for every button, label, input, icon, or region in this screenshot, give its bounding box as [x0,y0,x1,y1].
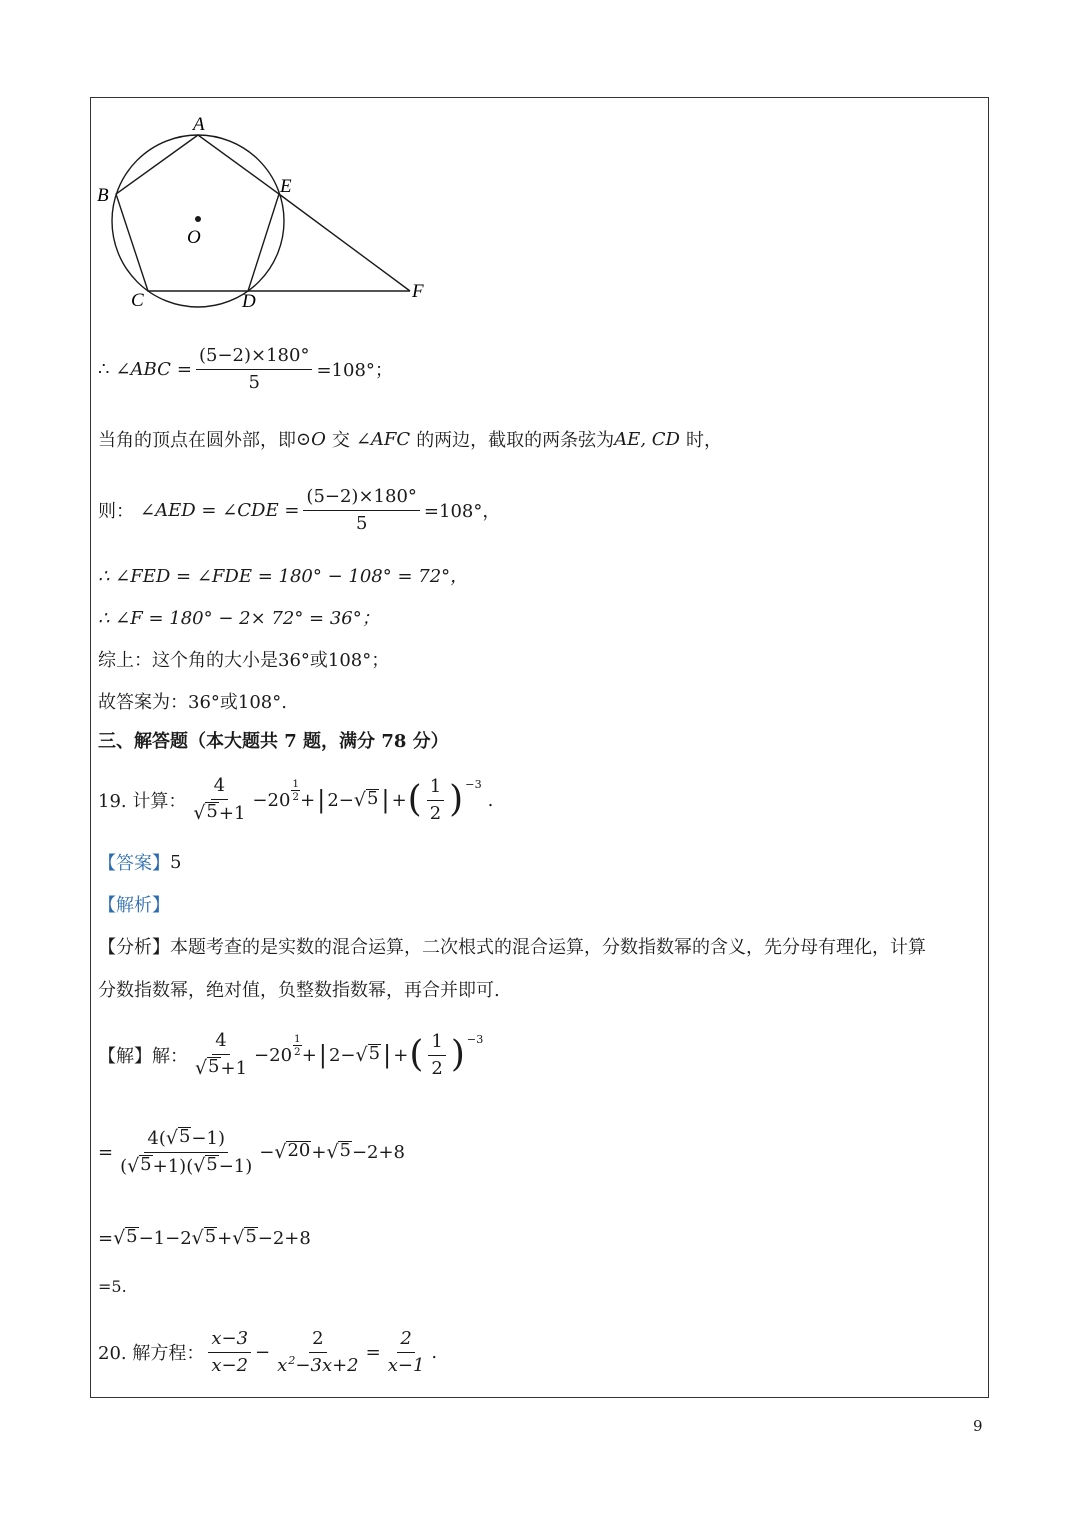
fraction: $\frac{2}{x-1}$ [387,1327,425,1376]
term: −20 [254,1044,293,1066]
analysis-line [98,891,170,917]
circle-pentagon-figure [90,105,440,315]
solution-start: 【解】解： 4 √ 5 +1 −20 1 2 + | 2− √ 5 | + ( $\frac{1}{2}$ ) −3 [98,1030,484,1079]
label-e: E [280,176,292,197]
angle-afc: ∠AFC [355,428,411,450]
line-angle-f [98,604,380,630]
equation-text: ∴ ∠FED = ∠FDE = 180° − 108° = 72°， [98,566,469,587]
result: =108°， [423,501,501,522]
remainder: −2+8 [351,1141,406,1163]
period: . [431,1341,438,1363]
equals: = [176,358,192,380]
plus: + [300,789,316,811]
angle-abc: ∠ABC [115,358,171,380]
equals: = [98,1141,114,1163]
equals: = [98,1227,114,1249]
text-segment: 交 [331,430,350,451]
page-number: 9 [973,1417,983,1435]
fenxi-line-1 [98,933,926,959]
term: + [217,1227,233,1249]
solution-step-3 [98,1274,127,1298]
abs-term: 2− [327,789,354,811]
fraction-half: $\frac{1}{2}$ [428,1031,445,1079]
period: . [487,789,494,811]
label-b: B [97,185,109,206]
minus: − [259,1141,275,1163]
abs-term: 2− [328,1044,356,1066]
text-segment: 时， [685,430,722,451]
line-fed [98,562,468,588]
label-c: C [131,290,144,311]
question-19: 19. 计算： 4 √ 5 +1 −20 1 2 + | 2− √ 5 | + ( $\frac{1}{2}$ ) −3 . [98,775,494,824]
equals: = [365,1341,381,1363]
answer-value: 5 [170,851,182,873]
analysis-text: 【分析】本题考查的是实数的混合运算，二次根式的混合运算，分数指数幂的含义，先分母有理化，计算 [98,937,926,958]
solution-step-2: = √ 5 −1−2 √ 5 + √ 5 −2+8 [98,1226,311,1249]
line-angle-aed [98,481,500,539]
analysis-tag: 【解析】 [98,895,170,916]
answer-text: 故答案为：36°或108°. [98,692,287,713]
plus: + [311,1141,327,1163]
line-ef [279,194,410,291]
result: =108°； [316,360,393,381]
fraction-half: $\frac{1}{2}$ [427,776,444,824]
solution-label: 【解】解： [98,1046,188,1067]
label-a: A [193,114,205,135]
term: −1−2 [138,1227,192,1249]
text-segment: 当角的顶点在圆外部，即 [98,430,296,451]
equation-text: ∴ ∠F = 180° − 2× 72° = 36°； [98,608,380,629]
fraction: $\frac{x-3}{x-2}$ [208,1328,251,1376]
exponent: −3 [466,1032,484,1046]
solution-step-1: = 4( √ 5 −1) ( √ 5 +1)( √ 5 −1) − √ 20 + √ 5 −2+8 [98,1125,406,1177]
question-label: 20. 解方程： [98,1343,205,1364]
label-o: O [187,227,201,248]
line-answer-18 [98,688,287,714]
line-angle-abc [98,340,393,398]
fraction: $\frac{2}{x^2-3x+2}$ [277,1327,359,1376]
line-vertex-outside [98,426,722,452]
plus: + [301,1044,317,1066]
summary-text: 综上：这个角的大小是36°或108°； [98,650,390,671]
final-result: =5. [98,1276,127,1296]
question-20 [98,1322,437,1382]
angle-expression: ∠AED = ∠CDE = [140,499,300,521]
label-f: F [412,281,424,302]
term: −2+8 [257,1227,311,1249]
fenxi-line-2 [98,976,500,1002]
fraction: 4 √ 5 +1 [193,775,246,824]
circle-o-symbol: ⊙O [296,428,326,450]
chords: AE, CD [614,428,680,450]
plus: + [393,1044,409,1066]
question-label: 19. 计算： [98,791,187,812]
exponent: 1 2 [294,1033,301,1059]
pentagon-abcde [116,135,279,291]
line-summary [98,646,389,672]
term: −20 [252,789,291,811]
answer-tag: 【答案】 [98,853,170,874]
plus: + [391,789,407,811]
label-d: D [242,291,256,312]
answer-line [98,849,181,875]
therefore-symbol: ∴ [98,358,110,380]
analysis-text: 分数指数幂，绝对值，负整数指数幂，再合并即可. [98,980,500,1001]
section-title: 三、解答题（本大题共 7 题，满分 78 分） [98,731,449,752]
section-heading [98,727,449,753]
exponent: −3 [465,777,482,791]
exponent: 1 2 [292,778,300,804]
center-dot [195,216,201,222]
fraction: 4 √ 5 +1 [195,1030,248,1079]
prefix: 则： [98,501,134,522]
fraction: $\frac{(5-2)\times 180^\circ}{5}$ [303,486,419,534]
fraction: $\frac{(5-2)\times 180^\circ}{5}$ [196,345,312,393]
fraction: 4( √ 5 −1) ( √ 5 +1)( √ 5 −1) [120,1125,253,1177]
minus: − [255,1341,271,1363]
text-segment: 的两边，截取的两条弦为 [416,430,615,451]
